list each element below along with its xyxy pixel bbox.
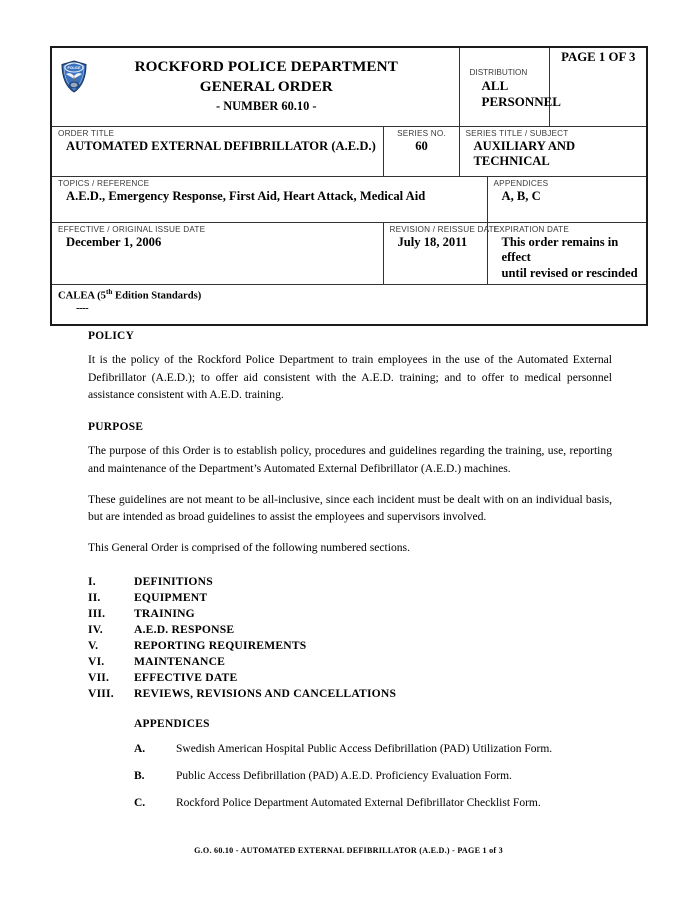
section-name: EQUIPMENT: [134, 590, 208, 604]
effective-date-value: December 1, 2006: [66, 235, 162, 250]
topics-label: TOPICS / REFERENCE: [58, 179, 150, 188]
order-title-row: [51, 127, 647, 177]
order-title-value: AUTOMATED EXTERNAL DEFIBRILLATOR (A.E.D.): [66, 139, 376, 154]
series-title-label: SERIES TITLE / SUBJECT: [465, 129, 569, 138]
section-list-item: [88, 670, 612, 686]
general-order-header-table: [50, 46, 648, 326]
appendices-ref-cell: [487, 177, 647, 223]
section-list-item: [88, 590, 612, 606]
series-title-value: AUXILIARY AND TECHNICAL: [473, 139, 576, 169]
masthead-cell: [51, 47, 459, 127]
series-title-cell: [459, 127, 647, 177]
page-indicator: PAGE 1 OF 3: [549, 47, 647, 127]
topics-cell: [51, 177, 487, 223]
calea-standards-value: ----: [76, 302, 89, 314]
appendix-item: [134, 768, 612, 784]
section-number: III.: [88, 606, 106, 620]
appendix-letter: B.: [134, 769, 145, 782]
calea-standards-label: [58, 287, 641, 302]
distribution-value: ALL PERSONNEL: [481, 78, 561, 109]
section-number: V.: [88, 638, 99, 652]
police-shield-badge-icon: [61, 60, 87, 93]
order-title-label: ORDER TITLE: [58, 129, 115, 138]
section-list-item: [88, 638, 612, 654]
distribution-label: DISTRIBUTION: [469, 68, 528, 77]
section-number: VIII.: [88, 686, 114, 700]
section-list-item: [88, 606, 612, 622]
policy-paragraph: It is the policy of the Rockford Police Department to train employees in the use of the Automated External Defibrillator (A.E.D.); to offer aid consistent with the A.E.D. training; and to offer to medical personnel assistance consistent with A.E.D. training.: [88, 353, 612, 402]
section-name: DEFINITIONS: [134, 574, 213, 588]
revision-date-cell: [383, 223, 500, 285]
dates-row: [51, 223, 647, 285]
organization-name: ROCKFORD POLICE DEPARTMENT: [134, 58, 398, 75]
revision-date-label: REVISION / REISSUE DATE: [389, 225, 500, 234]
appendices-heading: APPENDICES: [134, 717, 210, 730]
section-name: REVIEWS, REVISIONS AND CANCELLATIONS: [134, 686, 397, 700]
appendix-letter: C.: [134, 796, 146, 809]
calea-cell: [51, 285, 647, 326]
appendix-item: [134, 795, 612, 811]
appendix-text: Rockford Police Department Automated External Defibrillator Checklist Form.: [176, 796, 541, 809]
expiration-date-value-line1: This order remains in effect: [501, 235, 619, 265]
document-type: GENERAL ORDER: [199, 78, 333, 96]
appendix-text: Public Access Defibrillation (PAD) A.E.D. Proficiency Evaluation Form.: [176, 769, 512, 782]
page-footer: G.O. 60.10 - AUTOMATED EXTERNAL DEFIBRILLATOR (A.E.D.) - PAGE 1 of 3: [194, 846, 503, 855]
series-no-cell: [383, 127, 459, 177]
section-number: I.: [88, 574, 96, 588]
section-name: MAINTENANCE: [134, 654, 226, 668]
effective-date-label: EFFECTIVE / ORIGINAL ISSUE DATE: [58, 225, 206, 234]
calea-superscript: th: [105, 288, 113, 296]
expiration-date-cell: [487, 223, 647, 285]
expiration-date-value-line2: until revised or rescinded: [501, 266, 638, 281]
calea-text-after: Edition Standards): [112, 290, 202, 302]
expiration-date-label: EXPIRATION DATE: [493, 225, 569, 234]
series-no-label: SERIES NO.: [397, 129, 446, 138]
calea-row: [51, 285, 647, 326]
appendices-list: [88, 718, 612, 811]
appendices-value: A, B, C: [501, 189, 541, 204]
topics-row: [51, 177, 647, 223]
section-name: TRAINING: [134, 606, 195, 620]
numbered-sections-list: [88, 574, 612, 702]
appendices-label: APPENDICES: [493, 179, 549, 188]
purpose-paragraph-1: The purpose of this Order is to establish policy, procedures and guidelines regarding the training, use, reporting and maintenance of the Department’s Automated External Defibrillator (A.E.D.) machines.: [88, 444, 612, 475]
masthead-row: [51, 47, 647, 127]
effective-date-cell: [51, 223, 383, 285]
distribution-cell: [459, 47, 561, 127]
section-number: VI.: [88, 654, 105, 668]
section-list-item: [88, 654, 612, 670]
section-name: EFFECTIVE DATE: [134, 670, 238, 684]
purpose-paragraph-2: These guidelines are not meant to be all-inclusive, since each incident must be dealt with on an individual basis, but are intended as broad guidelines to assist the employees and supervisors involved.: [88, 492, 612, 524]
svg-text:POLICE: POLICE: [67, 66, 81, 70]
document-body: [88, 330, 612, 811]
section-list-item: [88, 686, 612, 702]
section-number: II.: [88, 590, 101, 604]
topics-value: A.E.D., Emergency Response, First Aid, Heart Attack, Medical Aid: [66, 189, 426, 204]
appendix-letter: A.: [134, 742, 146, 755]
section-number: VII.: [88, 670, 110, 684]
order-title-cell: [51, 127, 383, 177]
order-number: - NUMBER 60.10 -: [216, 99, 317, 114]
purpose-paragraph-3: This General Order is comprised of the following numbered sections.: [88, 541, 410, 555]
series-no-value: 60: [415, 139, 428, 154]
section-list-item: [88, 574, 612, 590]
policy-heading: POLICY: [88, 330, 135, 342]
calea-text-before: CALEA (5: [58, 290, 106, 302]
purpose-heading: PURPOSE: [88, 421, 144, 434]
section-name: A.E.D. RESPONSE: [134, 622, 235, 636]
appendix-text: Swedish American Hospital Public Access Defibrillation (PAD) Utilization Form.: [176, 742, 553, 755]
section-number: IV.: [88, 622, 103, 636]
section-name: REPORTING REQUIREMENTS: [134, 638, 307, 652]
appendix-item: [134, 741, 612, 757]
section-list-item: [88, 622, 612, 638]
revision-date-value: July 18, 2011: [397, 235, 468, 250]
